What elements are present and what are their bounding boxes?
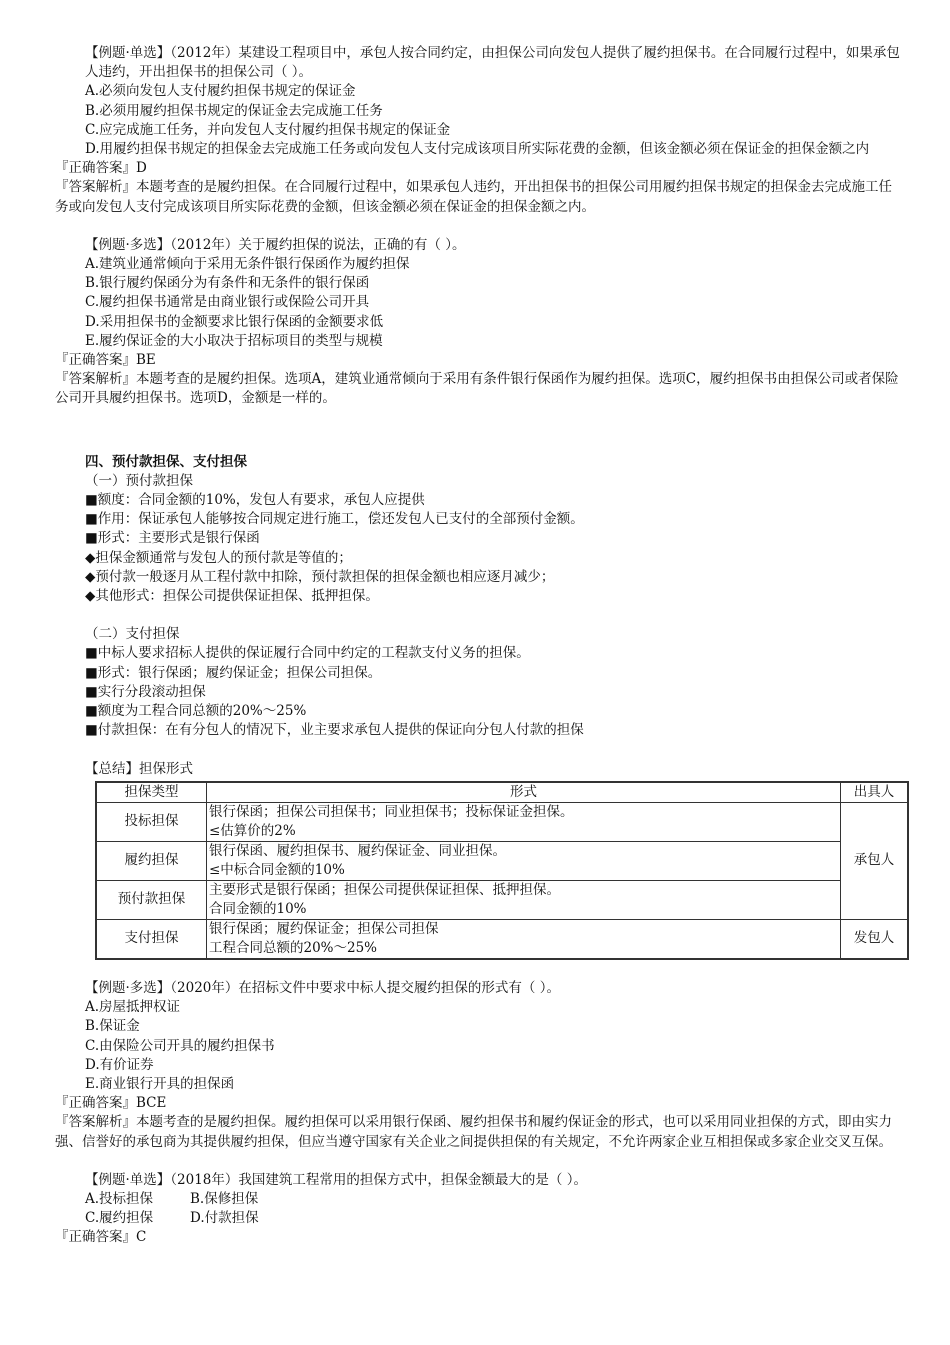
subsection-title: （一）预付款担保 [85, 472, 193, 489]
list-item: ■中标人要求招标人提供的保证履行合同中约定的工程款支付义务的担保。 [85, 645, 530, 662]
list-item: ◆预付款一般逐月从工程付款中扣除，预付款担保的担保金额也相应逐月减少； [85, 568, 555, 585]
cell-type: 支付担保 [96, 919, 207, 959]
header-type: 担保类型 [96, 782, 207, 803]
cell-type: 履约担保 [96, 841, 207, 880]
list-item: ◆其他形式：担保公司提供保证担保、抵押担保。 [85, 588, 379, 605]
option-b: B.保证金 [85, 1018, 140, 1035]
section-title: 四、预付款担保、支付担保 [85, 453, 247, 470]
option-a: A.建筑业通常倾向于采用无条件银行保函作为履约担保 [85, 256, 410, 273]
list-item: ■额度为工程合同总额的20%～25% [85, 703, 307, 720]
option-c: C.履约担保 [85, 1210, 154, 1227]
question-2 [55, 236, 900, 409]
header-form: 形式 [207, 782, 841, 803]
answer-analysis: 『答案解析』本题考查的是履约担保。选项A，建筑业通常倾向于采用有条件银行保函作为履约担保。选项C，履约担保书由担保公司或者保险公司开具履约担保书。选项D，金额是一样的。 [55, 371, 899, 407]
form-line: 银行保函；担保公司担保书；同业担保书；投标保证金担保。 [209, 803, 574, 820]
question-3 [55, 979, 900, 1152]
question-stem: 【例题·单选】（2018年）我国建筑工程常用的担保方式中，担保金额最大的是（ ）。 [85, 1171, 587, 1188]
option-e: E.商业银行开具的担保函 [85, 1075, 235, 1092]
summary-table [95, 781, 909, 960]
list-item: ■额度：合同金额的10%，发包人有要求，承包人应提供 [85, 492, 425, 509]
list-item: ■付款担保：在有分包人的情况下，业主要求承包人提供的保证向分包人付款的担保 [85, 722, 584, 739]
options-row [55, 1209, 900, 1228]
correct-answer: 『正确答案』BE [55, 352, 156, 369]
list-item: ◆担保金额通常与发包人的预付款是等值的； [85, 549, 352, 566]
subsection-title: （二）支付担保 [85, 626, 180, 643]
form-limit: ≤估算价的2% [209, 822, 296, 839]
cell-form [207, 841, 841, 880]
table-header-row [96, 782, 908, 803]
form-line: 主要形式是银行保函；担保公司提供保证担保、抵押担保。 [209, 881, 560, 898]
cell-issuer: 承包人 [841, 802, 909, 919]
document-page [55, 44, 900, 1248]
option-a: A.必须向发包人支付履约担保书规定的保证金 [85, 83, 356, 100]
correct-answer: 『正确答案』BCE [55, 1095, 167, 1112]
correct-answer: 『正确答案』D [55, 160, 147, 177]
cell-type: 投标担保 [96, 802, 207, 841]
option-c: C.由保险公司开具的履约担保书 [85, 1037, 275, 1054]
options-row [55, 1190, 900, 1209]
correct-answer: 『正确答案』C [55, 1229, 147, 1246]
question-stem: 【例题·多选】（2012年）关于履约担保的说法，正确的有（ ）。 [85, 236, 466, 253]
question-stem: 【例题·单选】（2012年）某建设工程项目中，承包人按合同约定，由担保公司向发包人提供了履约担保书。在合同履行过程中，如果承包人违约，开出担保书的担保公司（ ）。 [85, 45, 900, 81]
list-item: ■形式：银行保函；履约保证金；担保公司担保。 [85, 664, 382, 681]
summary-block [55, 760, 900, 960]
option-d: D.采用担保书的金额要求比银行保函的金额要求低 [85, 313, 384, 330]
list-item: ■形式：主要形式是银行保函 [85, 530, 260, 547]
form-limit: ≤中标合同金额的10% [209, 861, 345, 878]
option-a: A.房屋抵押权证 [85, 999, 181, 1016]
option-a: A.投标担保 [85, 1190, 154, 1207]
option-c: C.应完成施工任务，并向发包人支付履约担保书规定的保证金 [85, 121, 451, 138]
form-limit: 工程合同总额的20%～25% [209, 939, 378, 956]
table-row [96, 841, 908, 880]
cell-form [207, 880, 841, 919]
option-d: D.用履约担保书规定的担保金去完成施工任务或向发包人支付完成该项目所实际花费的金额，但该金额必须在保证金的担保金额之内 [85, 141, 870, 158]
cell-form [207, 802, 841, 841]
option-c: C.履约担保书通常是由商业银行或保险公司开具 [85, 294, 370, 311]
answer-analysis: 『答案解析』本题考查的是履约担保。履约担保可以采用银行保函、履约担保书和履约保证金的形式，也可以采用同业担保的方式，即由实力强、信誉好的承包商为其提供履约担保，但应当遵守国家有关企业之间提供担保的有关规定，不允许两家企业互相担保或多家企业交叉互保。 [55, 1114, 892, 1150]
option-b: B.银行履约保函分为有条件和无条件的银行保函 [85, 275, 370, 292]
table-row [96, 802, 908, 841]
cell-form [207, 919, 841, 959]
list-item: ■作用：保证承包人能够按合同规定进行施工，偿还发包人已支付的全部预付金额。 [85, 511, 584, 528]
answer-analysis: 『答案解析』本题考查的是履约担保。在合同履行过程中，如果承包人违约，开出担保书的担保公司用履约担保书规定的担保金去完成施工任务或向发包人支付完成该项目所实际花费的金额，但该金额必须在保证金的担保金额之内。 [55, 179, 892, 215]
table-row [96, 880, 908, 919]
option-e: E.履约保证金的大小取决于招标项目的类型与规模 [85, 332, 383, 349]
form-limit: 合同金额的10% [209, 900, 307, 917]
form-line: 银行保函；履约保证金；担保公司担保 [209, 920, 439, 937]
summary-title: 【总结】担保形式 [85, 760, 193, 777]
header-issuer: 出具人 [841, 782, 909, 803]
option-b: B.必须用履约担保书规定的保证金去完成施工任务 [85, 102, 383, 119]
option-d: D.有价证券 [85, 1056, 154, 1073]
cell-type: 预付款担保 [96, 880, 207, 919]
option-d: D.付款担保 [190, 1210, 259, 1227]
table-row [96, 919, 908, 959]
section-4 [55, 453, 900, 741]
cell-issuer: 发包人 [841, 919, 909, 959]
list-item: ■实行分段滚动担保 [85, 683, 206, 700]
form-line: 银行保函、履约担保书、履约保证金、同业担保。 [209, 842, 506, 859]
question-4 [55, 1171, 900, 1248]
question-1 [55, 44, 900, 217]
question-stem: 【例题·多选】（2020年）在招标文件中要求中标人提交履约担保的形式有（ ）。 [85, 979, 560, 996]
option-b: B.保修担保 [190, 1190, 259, 1207]
